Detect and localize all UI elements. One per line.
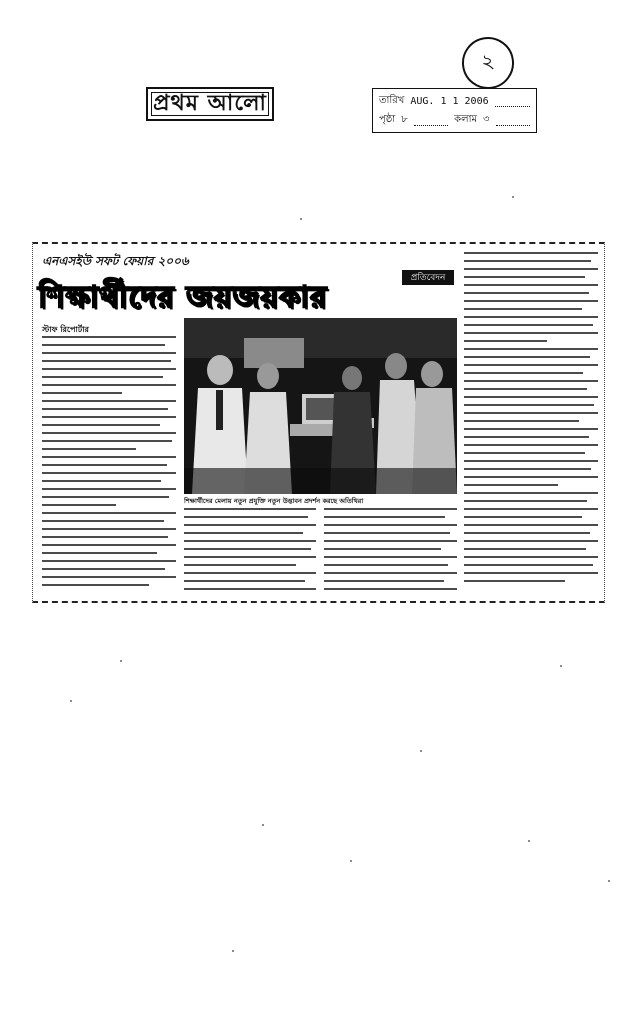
scan-speck (120, 660, 122, 662)
body-column-3 (324, 508, 457, 592)
date-stamp (372, 88, 537, 133)
scan-speck (420, 750, 422, 752)
page-value: ৮ (401, 114, 408, 125)
article-kicker: এনএসইউ সফট ফেয়ার ২০০৬ (42, 254, 189, 268)
body-column-4 (464, 252, 598, 592)
page-label: পৃষ্ঠা (379, 114, 396, 125)
page-dotted-line (414, 116, 448, 126)
scan-speck (70, 700, 72, 702)
article-headline: শিক্ষার্থীদের জয়জয়কার (38, 280, 328, 315)
body-column-1 (42, 336, 176, 592)
scan-speck (262, 824, 264, 826)
page-number: ২ (479, 47, 496, 74)
scan-speck (350, 860, 352, 862)
scan-speck (300, 218, 302, 220)
page-column-row (379, 111, 530, 130)
date-dotted-line (495, 97, 530, 107)
page-number-mark (459, 34, 518, 93)
scan-speck (560, 665, 562, 667)
column-value: ৩ (483, 114, 490, 125)
scan-speck (512, 196, 514, 198)
column-label: কলাম (454, 114, 478, 125)
date-value: AUG. 1 1 2006 (410, 96, 489, 107)
body-column-2 (184, 508, 316, 592)
photo-caption: শিক্ষার্থীদের মেলায় নতুন প্রযুক্তি নতুন উদ্ভাবন প্রদর্শন করছে অতিথিরা (184, 497, 364, 505)
scan-speck (232, 950, 234, 952)
masthead-text: প্রথম আলো (153, 89, 267, 116)
article-byline: স্টাফ রিপোর্টার (42, 325, 89, 334)
scan-speck (608, 880, 610, 882)
column-dotted-line (496, 116, 530, 126)
photo-illustration (184, 318, 457, 494)
date-label: তারিখ (379, 95, 405, 106)
newspaper-masthead (146, 87, 274, 121)
date-row (379, 92, 530, 111)
article-photo (184, 318, 457, 494)
section-badge: প্রতিবেদন (402, 270, 454, 285)
scan-speck (528, 840, 530, 842)
